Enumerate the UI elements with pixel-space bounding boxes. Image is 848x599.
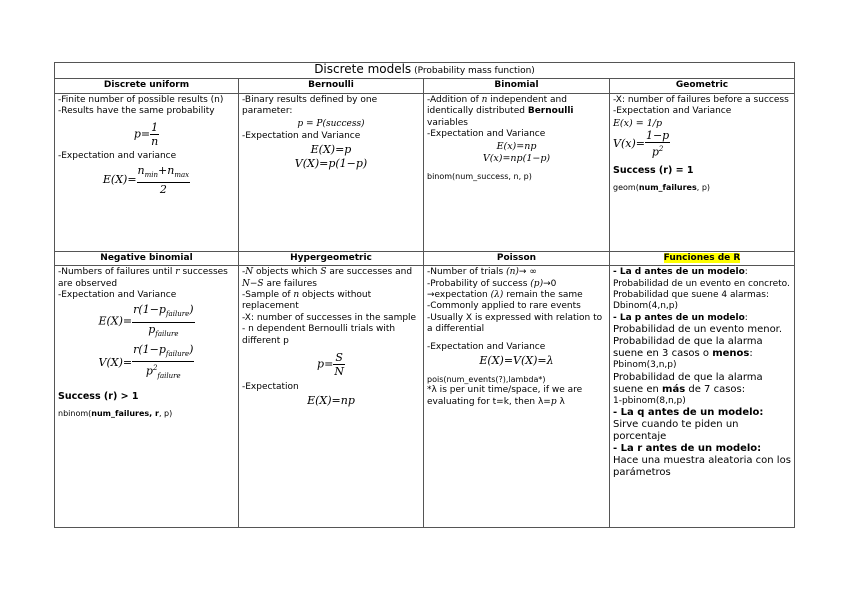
poisson-line-6: -Expectation and Variance [427, 341, 546, 352]
hyper-line-2: -Sample of n objects without replacement [242, 290, 372, 312]
poisson-r-code: pois(num_events(?),lambda*) [427, 375, 546, 385]
rfun-p-line-4: Probabilidad de que la alarma suene en más de 7 casos: [613, 371, 763, 395]
rfun-r-line-1: Hace una muestra aleatoria con los parámetros [613, 455, 791, 479]
rfun-p-line-5: 1-pbinom(8,n,p) [613, 395, 686, 406]
title-main: Discrete models [314, 62, 412, 76]
binomial-line-1: -Addition of n independent and identically distributed Bernoulli variables [427, 94, 574, 128]
cell-discrete-uniform [55, 93, 239, 251]
poisson-line-5: -Usually X is expressed with relation to a differential [427, 312, 603, 335]
geometric-variance: V(x)= $\frac{1-p}{p^2}$ [613, 129, 670, 159]
negbin-r-code: nbinom(num_failures, r, p) [58, 409, 173, 419]
table-title [55, 63, 795, 79]
poisson-line-4: -Commonly applied to rare events [427, 301, 581, 312]
hyper-line-4: - n dependent Bernoulli trials with different p [242, 324, 396, 346]
cell-binomial [424, 93, 610, 251]
geometric-expectation: E(x) = 1/p [613, 117, 663, 129]
rfun-p-line-3: Pbinom(3,n,p) [613, 360, 677, 371]
geometric-r-code: geom(num_failures, p) [613, 183, 711, 193]
header-hypergeometric: Hypergeometric [239, 251, 424, 265]
rfun-p-line-2: Probabilidad de que la alarma suene en 3 casos o menos: [613, 336, 763, 360]
hyper-line-1: -N objects which S are successes and N−S are failures [242, 267, 413, 289]
binomial-line-2: -Expectation and Variance [427, 129, 546, 140]
title-sub: (Probability mass function) [414, 66, 535, 76]
header-geometric: Geometric [610, 79, 795, 93]
rfun-p-line-1: Probabilidad de un evento menor. [613, 324, 783, 336]
cell-poisson [424, 266, 610, 528]
bernoulli-line-1: -Binary results defined by one parameter: [242, 94, 378, 117]
rfun-d-line-3: Dbinom(4,n,p) [613, 301, 679, 312]
hyper-expectation: E(X)=np [307, 394, 355, 408]
header-funciones-r: Funciones de R [610, 251, 795, 265]
cell-bernoulli [239, 93, 424, 251]
hyper-p-formula: p= $\frac{S}{N}$ [317, 351, 344, 379]
rfun-d-title: - La d antes de un modelo: [613, 267, 748, 278]
bernoulli-p-formula: p = P(success) [297, 118, 365, 129]
uniform-line-2: -Results have the same probability [58, 106, 215, 117]
geometric-line-2: -Expectation and Variance [613, 106, 732, 117]
hyper-line-5: -Expectation [242, 382, 299, 393]
negbin-line-1: -Numbers of failures until r successes are observed [58, 267, 228, 289]
negbin-expectation: E(X)= $\frac{r(1-p_{failure})}{p_{failure}}$ [98, 303, 194, 338]
binomial-expectation: E(x)=np [496, 141, 537, 153]
uniform-line-3: -Expectation and variance [58, 150, 177, 161]
geometric-success: Success (r) = 1 [613, 164, 694, 176]
rfun-d-line-2: Probabilidad que suene 4 alarmas: [613, 290, 770, 301]
header-bernoulli: Bernoulli [239, 79, 424, 93]
hyper-line-3: -X: number of successes in the sample [242, 312, 417, 323]
cell-geometric [610, 93, 795, 251]
cell-hypergeometric [239, 266, 424, 528]
header-binomial: Binomial [424, 79, 610, 93]
negbin-variance: V(X)= $\frac{r(1-p_{failure})}{p^2_{failure}}$ [98, 342, 194, 380]
rfun-q-line-1: Sirve cuando te piden un porcentaje [613, 419, 739, 443]
cell-negative-binomial [55, 266, 239, 528]
uniform-line-1: -Finite number of possible results (n) [58, 94, 224, 105]
poisson-line-1: -Number of trials (n)→ ∞ [427, 267, 537, 278]
rfun-d-line-1: Probabilidad de un evento en concreto. [613, 278, 790, 289]
binomial-r-code: binom(num_success, n, p) [427, 172, 532, 182]
bernoulli-line-2: -Expectation and Variance [242, 131, 361, 142]
header-discrete-uniform: Discrete uniform [55, 79, 239, 93]
header-poisson: Poisson [424, 251, 610, 265]
discrete-models-table [54, 62, 795, 528]
binomial-variance: V(x)=np(1−p) [482, 153, 551, 165]
rfun-r-title: - La r antes de un modelo: [613, 443, 762, 455]
poisson-line-3: →expectation (λ) remain the same [427, 290, 583, 301]
negbin-line-2: -Expectation and Variance [58, 290, 177, 301]
bernoulli-expectation: E(X)=p [310, 143, 352, 157]
poisson-line-2: -Probability of success (p)→0 [427, 278, 557, 289]
poisson-lambda-note: *λ is per unit time/space, if we are evaluating for t=k, then λ=p λ [427, 385, 583, 407]
header-negative-binomial: Negative binomial [55, 251, 239, 265]
uniform-p-formula: p= $\frac{1}{n}$ [133, 120, 159, 148]
poisson-expectation-variance: E(X)=V(X)=λ [479, 354, 554, 368]
uniform-expectation-formula: E(X)= $\frac{n_{min}+n_{max}}{2}$ [102, 164, 190, 197]
negbin-success: Success (r) > 1 [58, 390, 139, 402]
bernoulli-variance: V(X)=p(1−p) [294, 157, 368, 171]
geometric-line-1: -X: number of failures before a success [613, 94, 789, 105]
cell-funciones-r [610, 266, 795, 528]
rfun-p-title: - La p antes de un modelo: [613, 312, 748, 323]
rfun-q-title: - La q antes de un modelo: [613, 407, 764, 419]
